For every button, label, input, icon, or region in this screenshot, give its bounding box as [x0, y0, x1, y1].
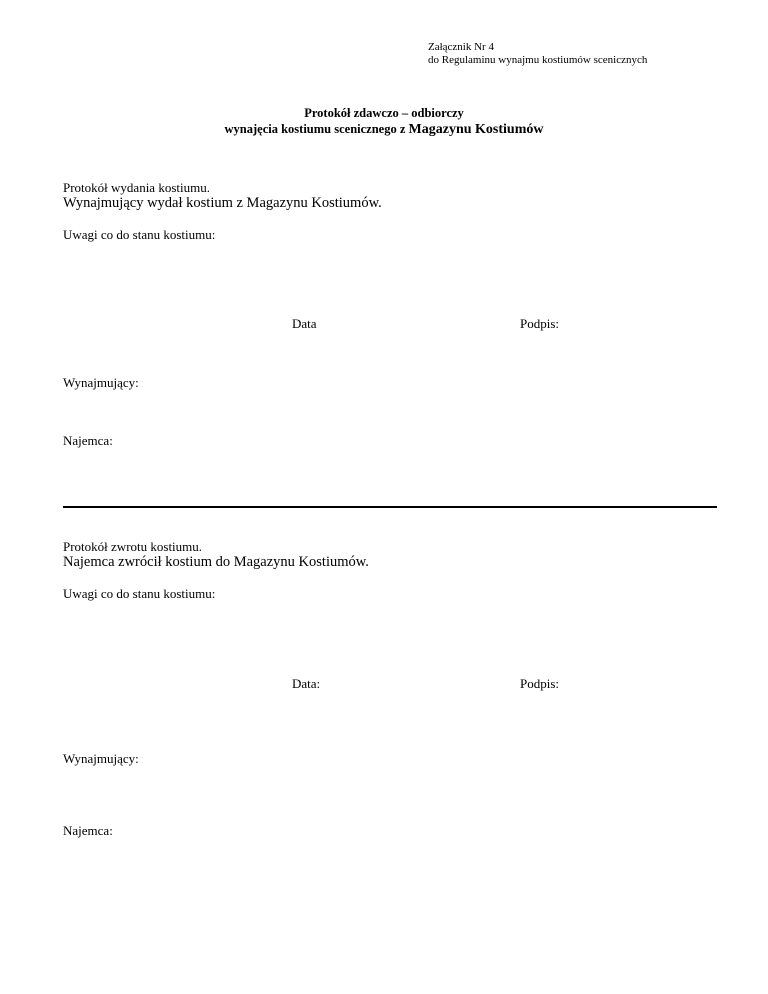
- section-divider: [63, 506, 717, 508]
- attachment-number: Załącznik Nr 4: [428, 41, 494, 53]
- return-statement: Najemca zwrócił kostium do Magazynu Kostiumów.: [63, 554, 369, 570]
- return-date-label: Data:: [292, 676, 321, 691]
- return-remarks-label: Uwagi co do stanu kostiumu:: [63, 586, 216, 601]
- issue-lessor-label: Wynajmujący:: [63, 375, 139, 390]
- title-line-2-part-1: wynajęcia kostiumu scenicznego z: [224, 122, 409, 136]
- return-lessor-label: Wynajmujący:: [63, 751, 139, 766]
- return-heading: Protokół zwrotu kostiumu.: [63, 539, 203, 554]
- issue-date-label: Data: [292, 316, 317, 331]
- issue-heading: Protokół wydania kostiumu.: [63, 180, 210, 195]
- title-line-1: Protokół zdawczo – odbiorczy: [304, 106, 464, 120]
- attachment-regulation-ref: do Regulaminu wynajmu kostiumów scenicznych: [428, 54, 648, 66]
- return-lessee-label: Najemca:: [63, 823, 113, 838]
- issue-lessee-label: Najemca:: [63, 433, 113, 448]
- issue-statement: Wynajmujący wydał kostium z Magazynu Kostiumów.: [63, 195, 382, 211]
- document-title: [0, 105, 768, 138]
- issue-remarks-label: Uwagi co do stanu kostiumu:: [63, 227, 216, 242]
- issue-signature-label: Podpis:: [520, 316, 560, 331]
- title-line-2: [0, 121, 768, 138]
- return-signature-label: Podpis:: [520, 676, 560, 691]
- title-line-2-part-2: Magazynu Kostiumów: [408, 122, 544, 137]
